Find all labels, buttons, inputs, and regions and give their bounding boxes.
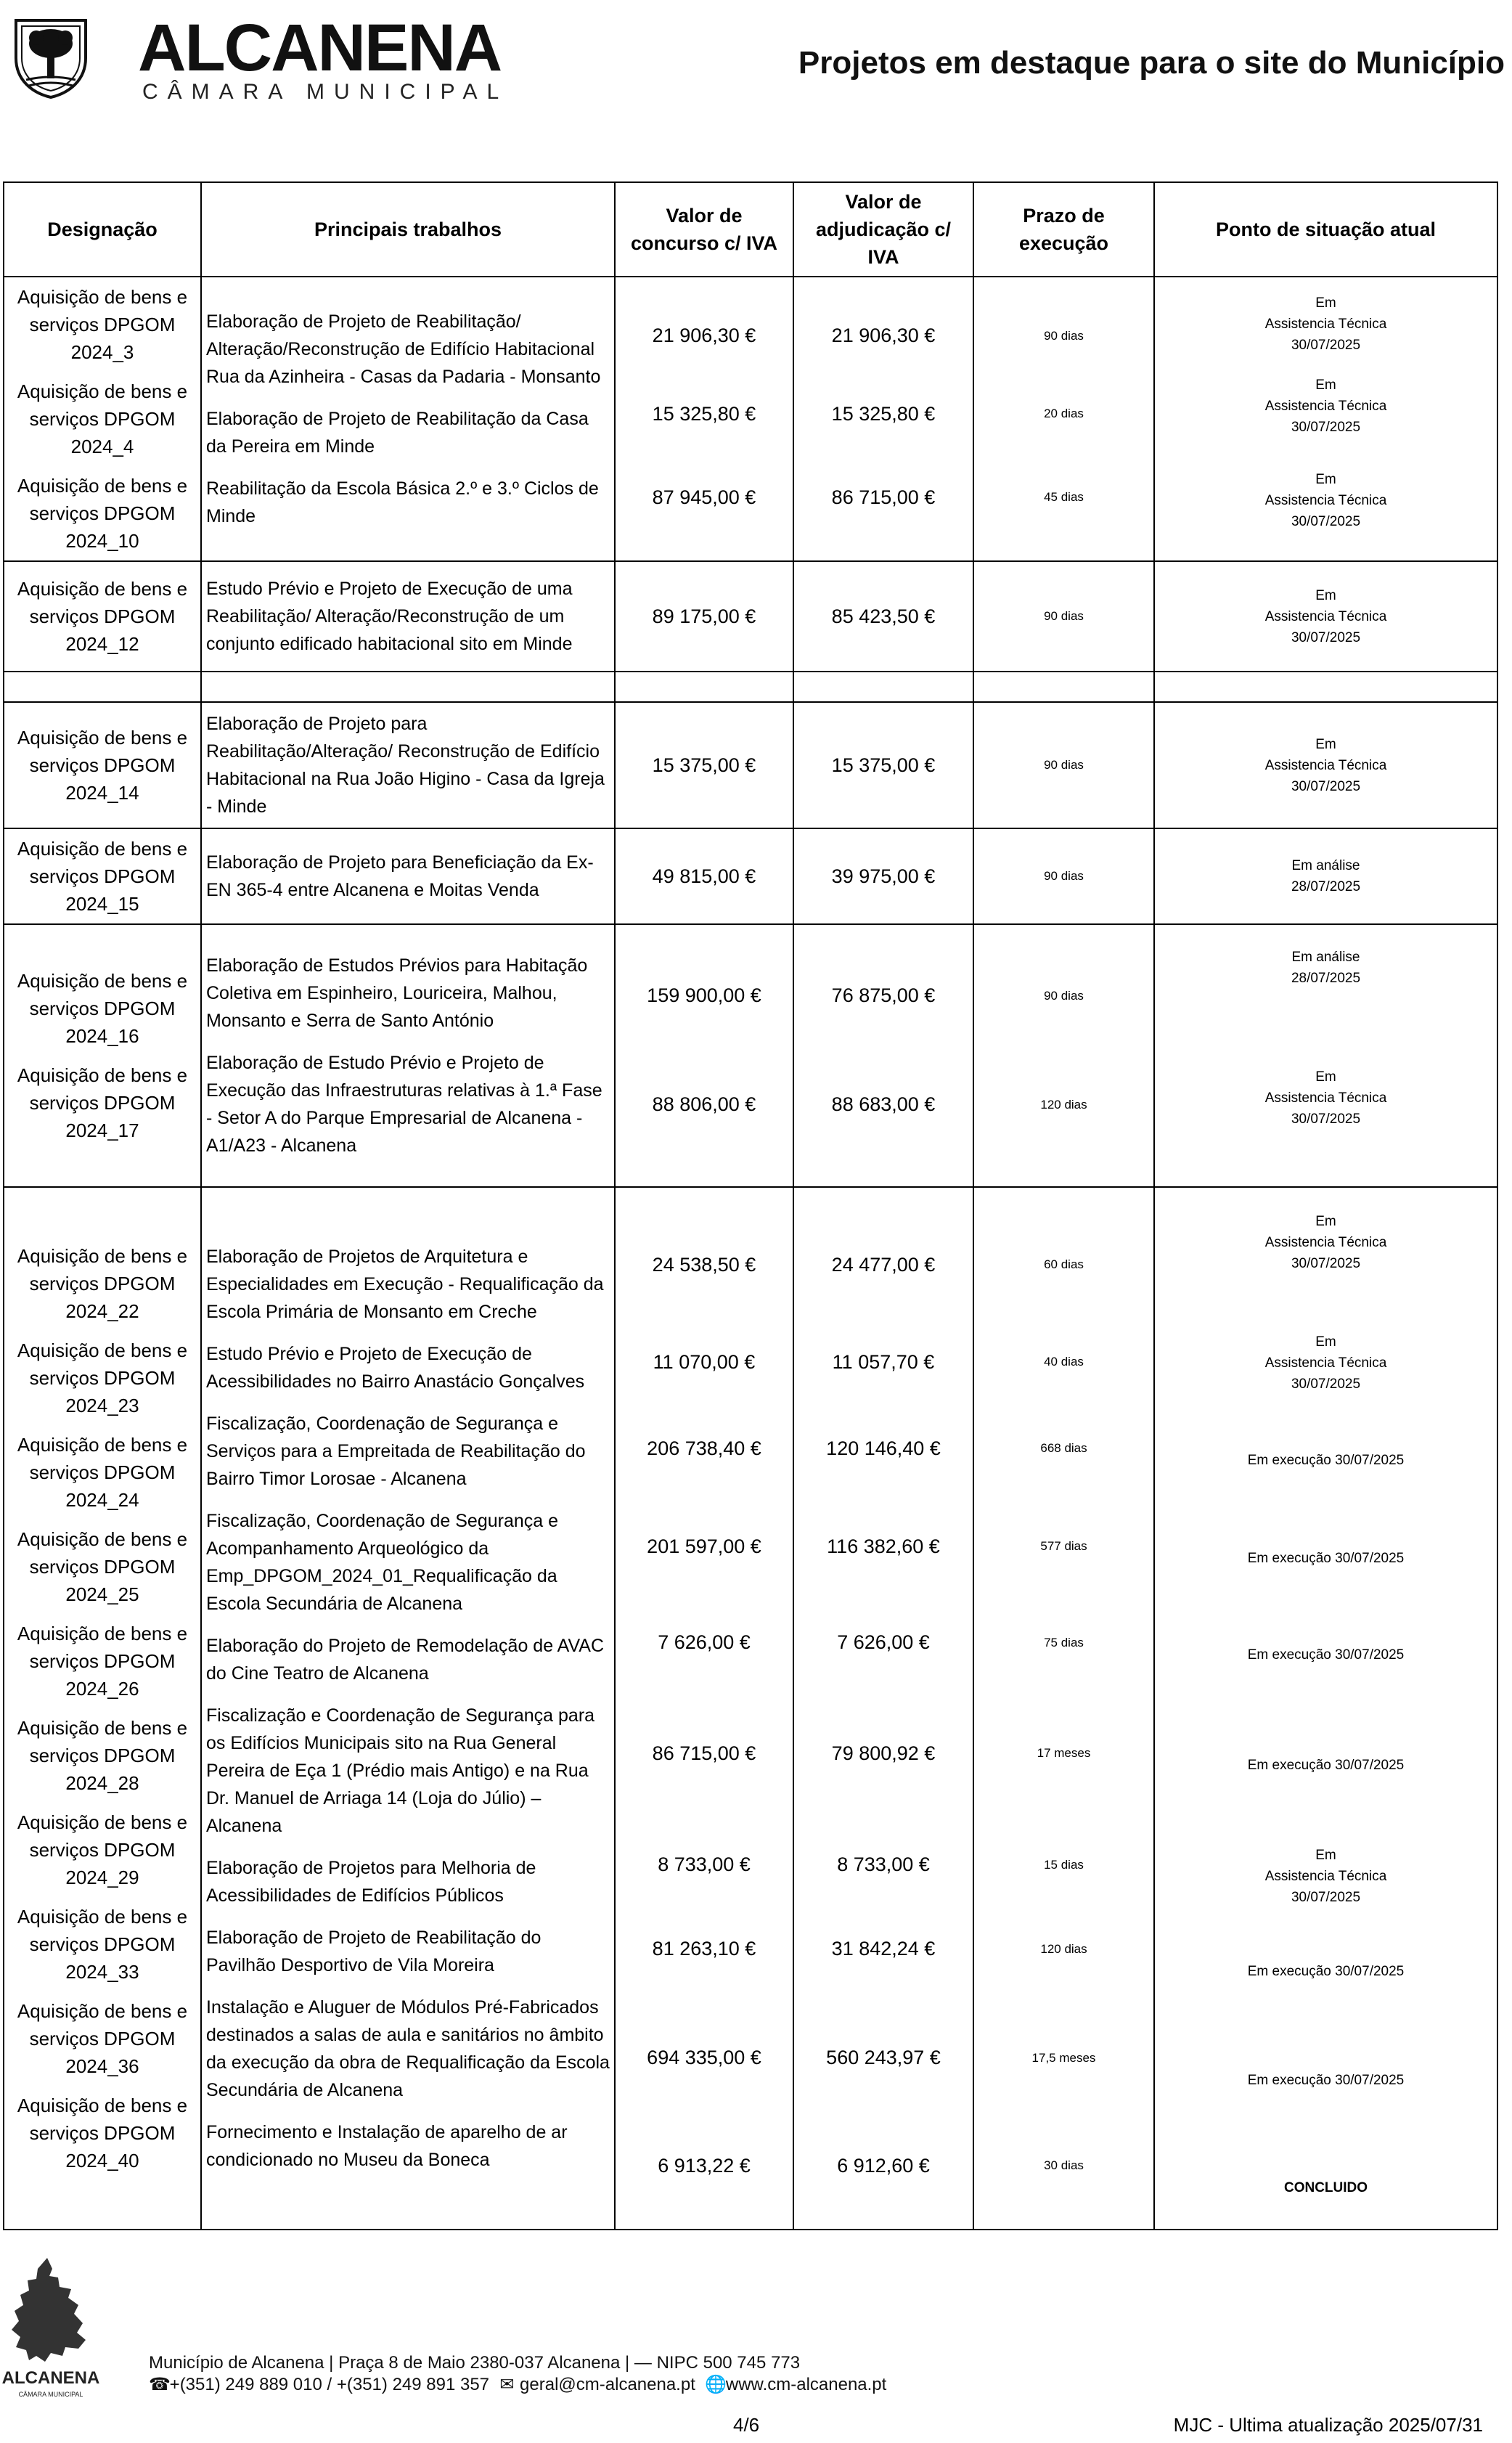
- footer-contacts-line: [149, 2374, 886, 2396]
- works-text: Reabilitação da Escola Básica 2.º e 3.º Ciclos de Minde: [206, 478, 599, 526]
- designation-cell: Aquisição de bens e serviços DPGOM 2024_15: [4, 828, 201, 924]
- tender-value-cell: 21 906,30 € 15 325,80 € 87 945,00 €: [615, 277, 793, 561]
- table-row: [4, 561, 1497, 672]
- column-header: Valor de concurso c/ IVA: [615, 182, 793, 277]
- projects-table: [3, 182, 1498, 2230]
- brand-logo: [138, 11, 509, 105]
- globe-icon: 🌐: [705, 2375, 727, 2394]
- deadline-cell: 90 dias 20 dias 45 dias: [973, 277, 1154, 561]
- footer-logo-text: ALCANENA: [1, 2368, 100, 2388]
- deadline-cell: 90 dias: [973, 828, 1154, 924]
- works-text: Elaboração de Projeto de Reabilitação/ Alteração/Reconstrução de Edifício Habitacional Rua da Azinheira - Casas da Padaria - Monsanto: [206, 311, 601, 387]
- table-row: [4, 828, 1497, 924]
- column-header: Valor de adjudicação c/ IVA: [793, 182, 973, 277]
- status-cell: Em Assistencia Técnica 30/07/2025: [1154, 561, 1497, 672]
- footer-email[interactable]: geral@cm-alcanena.pt: [520, 2375, 695, 2394]
- tender-value-cell: 15 375,00 €: [615, 702, 793, 828]
- brand-name: ALCANENA: [138, 11, 502, 85]
- deadline-cell: 90 dias: [973, 561, 1154, 672]
- email-icon: ✉: [499, 2375, 515, 2394]
- works-cell: Elaboração de Projeto para Reabilitação/Alteração/ Reconstrução de Edifício Habitacional na Rua João Higino - Casa da Igreja - Minde: [201, 702, 615, 828]
- status-cell: Em Assistencia Técnica 30/07/2025: [1154, 702, 1497, 828]
- page-title: Projetos em destaque para o site do Município: [798, 45, 1505, 81]
- works-cell: Elaboração de Projetos de Arquitetura e Especialidades em Execução - Requalificação da Escola Primária de Monsanto em Creche Estudo Prévio e Projeto de Execução de Acessibilidades no Bairro Anastácio Gonçalves Fiscalização, Coordenação de Segurança e Serviços para a Empreitada de Reabilitação do Bairro Timor Lorosae - Alcanena Fiscalização, Coordenação de Segurança e Acompanhamento Arqueológico da Emp_DPGOM_2024_01_Requalificação da Escola Secundária de Alcanena Elaboração do Projeto de Remodelação de AVAC do Cine Teatro de Alcanena Fiscalização e Coordenação de Segurança para os Edifícios Municipais sito na Rua General Pereira de Eça 1 (Prédio mais Antigo) e na Rua Dr. Manuel de Arriaga 14 (Loja do Júlio) – Alcanena Elaboração de Projetos para Melhoria de Acessibilidades de Edifícios Públicos Elaboração de Projeto de Reabilitação do Pavilhão Desportivo de Vila Moreira Instalação e Aluguer de Módulos Pré-Fabricados destinados a salas de aula e sanitários no âmbito da execução da obra de Requalificação da Escola Secundária de Alcanena Fornecimento e Instalação de aparelho de ar condicionado no Museu da Boneca: [201, 1187, 615, 2230]
- tender-value-cell: 24 538,50 € 11 070,00 € 206 738,40 € 201 597,00 € 7 626,00 € 86 715,00 € 8 733,00 € 81 263,10 € 694 335,00 € 6 913,22 €: [615, 1187, 793, 2230]
- award-value-cell: 21 906,30 € 15 325,80 € 86 715,00 €: [793, 277, 973, 561]
- table-row: [4, 277, 1497, 561]
- status-cell: Em análise 28/07/2025: [1154, 828, 1497, 924]
- status-cell: Em Assistencia Técnica 30/07/2025 Em Assistencia Técnica 30/07/2025 Em execução 30/07/2025 Em execução 30/07/2025 Em execução 30/07/2025 Em execução 30/07/2025 Em Assistencia Técnica 30/07/2025 Em execução 30/07/2025 Em execução 30/07/2025 CONCLUIDO: [1154, 1187, 1497, 2230]
- tender-value-cell: 49 815,00 €: [615, 828, 793, 924]
- footer-website[interactable]: www.cm-alcanena.pt: [725, 2375, 887, 2394]
- table-row: [4, 924, 1497, 1187]
- deadline-cell: 90 dias: [973, 702, 1154, 828]
- footer-contact: [149, 2352, 886, 2396]
- award-value-cell: 39 975,00 €: [793, 828, 973, 924]
- designation-cell: Aquisição de bens e serviços DPGOM 2024_16 Aquisição de bens e serviços DPGOM 2024_17: [4, 924, 201, 1187]
- page-number: 4/6: [733, 2414, 760, 2436]
- designation-cell: [4, 277, 201, 561]
- table-row: [4, 1187, 1497, 2230]
- award-value-cell: 85 423,50 €: [793, 561, 973, 672]
- designation-cell: Aquisição de bens e serviços DPGOM 2024_12: [4, 561, 201, 672]
- deadline-cell: 90 dias 120 dias: [973, 924, 1154, 1187]
- award-value-cell: 76 875,00 € 88 683,00 €: [793, 924, 973, 1187]
- designation-cell: Aquisição de bens e serviços DPGOM 2024_22 Aquisição de bens e serviços DPGOM 2024_23 Aquisição de bens e serviços DPGOM 2024_24 Aquisição de bens e serviços DPGOM 2024_25 Aquisição de bens e serviços DPGOM 2024_26 Aquisição de bens e serviços DPGOM 2024_28 Aquisição de bens e serviços DPGOM 2024_29 Aquisição de bens e serviços DPGOM 2024_33 Aquisição de bens e serviços DPGOM 2024_36 Aquisição de bens e serviços DPGOM 2024_40: [4, 1187, 201, 2230]
- works-cell: [201, 277, 615, 561]
- works-cell: Elaboração de Projeto para Beneficiação da Ex-EN 365-4 entre Alcanena e Moitas Venda: [201, 828, 615, 924]
- status-cell: Em análise 28/07/2025 Em Assistencia Técnica 30/07/2025: [1154, 924, 1497, 1187]
- table-row: [4, 702, 1497, 828]
- municipal-crest-icon: [7, 13, 94, 100]
- column-header: Principais trabalhos: [201, 182, 615, 277]
- deadline-cell: 60 dias 40 dias 668 dias 577 dias 75 dias 17 meses 15 dias 120 dias 17,5 meses 30 dias: [973, 1187, 1154, 2230]
- works-text: Elaboração de Projeto de Reabilitação da Casa da Pereira em Minde: [206, 409, 589, 457]
- designation-item: Aquisição de bens e serviços DPGOM 2024_3: [17, 286, 188, 363]
- phone-icon: ☎: [149, 2375, 171, 2394]
- page-header: [0, 0, 1512, 131]
- column-header: Ponto de situação atual: [1154, 182, 1497, 277]
- last-update: MJC - Ultima atualização 2025/07/31: [1173, 2414, 1483, 2436]
- status-cell: Em Assistencia Técnica 30/07/2025 Em Assistencia Técnica 30/07/2025 Em Assistencia Técnica 30/07/2025: [1154, 277, 1497, 561]
- footer-phones: +(351) 249 889 010 / +(351) 249 891 357: [169, 2375, 490, 2394]
- tender-value-cell: 89 175,00 €: [615, 561, 793, 672]
- works-cell: Estudo Prévio e Projeto de Execução de uma Reabilitação/ Alteração/Reconstrução de um conjunto edificado habitacional sito em Minde: [201, 561, 615, 672]
- footer-logo-icon: [1, 2254, 100, 2407]
- column-header: Designação: [4, 182, 201, 277]
- table-header-row: [4, 182, 1497, 277]
- footer-address: Município de Alcanena | Praça 8 de Maio 2380-037 Alcanena | — NIPC 500 745 773: [149, 2353, 801, 2373]
- designation-cell: Aquisição de bens e serviços DPGOM 2024_14: [4, 702, 201, 828]
- footer-logo-sub: CÂMARA MUNICIPAL: [18, 2391, 83, 2398]
- award-value-cell: 15 375,00 €: [793, 702, 973, 828]
- brand-subtitle: CÂMARA MUNICIPAL: [142, 80, 509, 104]
- award-value-cell: 24 477,00 € 11 057,70 € 120 146,40 € 116 382,60 € 7 626,00 € 79 800,92 € 8 733,00 € 31 842,24 € 560 243,97 € 6 912,60 €: [793, 1187, 973, 2230]
- works-cell: Elaboração de Estudos Prévios para Habitação Coletiva em Espinheiro, Louriceira, Malhou, Monsanto e Serra de Santo António Elaboração de Estudo Prévio e Projeto de Execução das Infraestruturas relativas à 1.ª Fase - Setor A do Parque Empresarial de Alcanena - A1/A23 - Alcanena: [201, 924, 615, 1187]
- tender-value-cell: 159 900,00 € 88 806,00 €: [615, 924, 793, 1187]
- column-header: Prazo de execução: [973, 182, 1154, 277]
- table-gap-row: [4, 672, 1497, 702]
- designation-item: Aquisição de bens e serviços DPGOM 2024_4: [17, 380, 188, 457]
- designation-item: Aquisição de bens e serviços DPGOM 2024_10: [17, 475, 188, 552]
